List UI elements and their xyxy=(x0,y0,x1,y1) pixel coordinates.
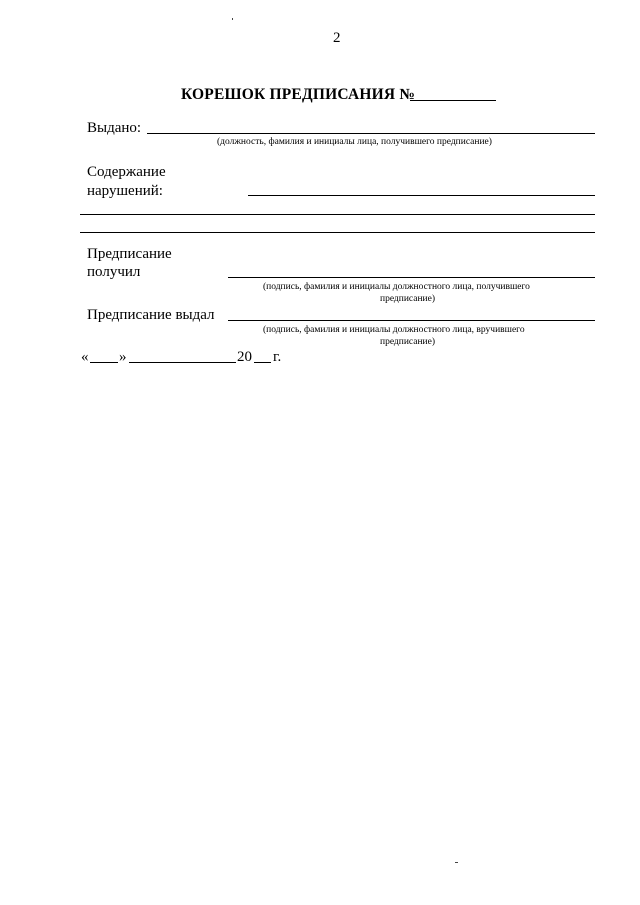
prescription-number-line[interactable] xyxy=(410,100,496,101)
date-year-suffix: г. xyxy=(273,349,282,365)
violations-line-2[interactable] xyxy=(80,214,595,215)
received-hint-line1: (подпись, фамилия и инициалы должностного лица, получившего xyxy=(263,282,530,292)
date-year-line[interactable] xyxy=(254,362,271,363)
violations-label-line1: Содержание xyxy=(87,164,166,180)
violations-line-1[interactable] xyxy=(248,195,595,196)
date-open-quote: « xyxy=(81,349,89,365)
issued-label: Выдано: xyxy=(87,120,142,136)
issued-by-signature-line[interactable] xyxy=(228,320,595,321)
page-number: 2 xyxy=(333,30,341,46)
issued-to-line[interactable] xyxy=(147,133,595,134)
issued-by-hint-line2: предписание) xyxy=(380,337,436,347)
issued-hint: (должность, фамилия и инициалы лица, получившего предписание) xyxy=(217,137,492,147)
scan-speck xyxy=(232,18,233,20)
received-hint-line2: предписание) xyxy=(380,294,436,304)
received-label-line1: Предписание xyxy=(87,246,172,262)
date-close-quote: » xyxy=(119,349,127,365)
issued-by-label: Предписание выдал xyxy=(87,307,215,323)
received-signature-line[interactable] xyxy=(228,277,595,278)
date-day-line[interactable] xyxy=(90,362,118,363)
violations-label-line2: нарушений: xyxy=(87,183,163,199)
date-month-line[interactable] xyxy=(129,362,236,363)
scan-speck xyxy=(455,862,458,863)
received-label-line2: получил xyxy=(87,264,141,280)
violations-line-3[interactable] xyxy=(80,232,595,233)
date-year-prefix: 20 xyxy=(237,349,252,365)
issued-by-hint-line1: (подпись, фамилия и инициалы должностного лица, вручившего xyxy=(263,325,525,335)
page-title: КОРЕШОК ПРЕДПИСАНИЯ № xyxy=(181,86,416,103)
